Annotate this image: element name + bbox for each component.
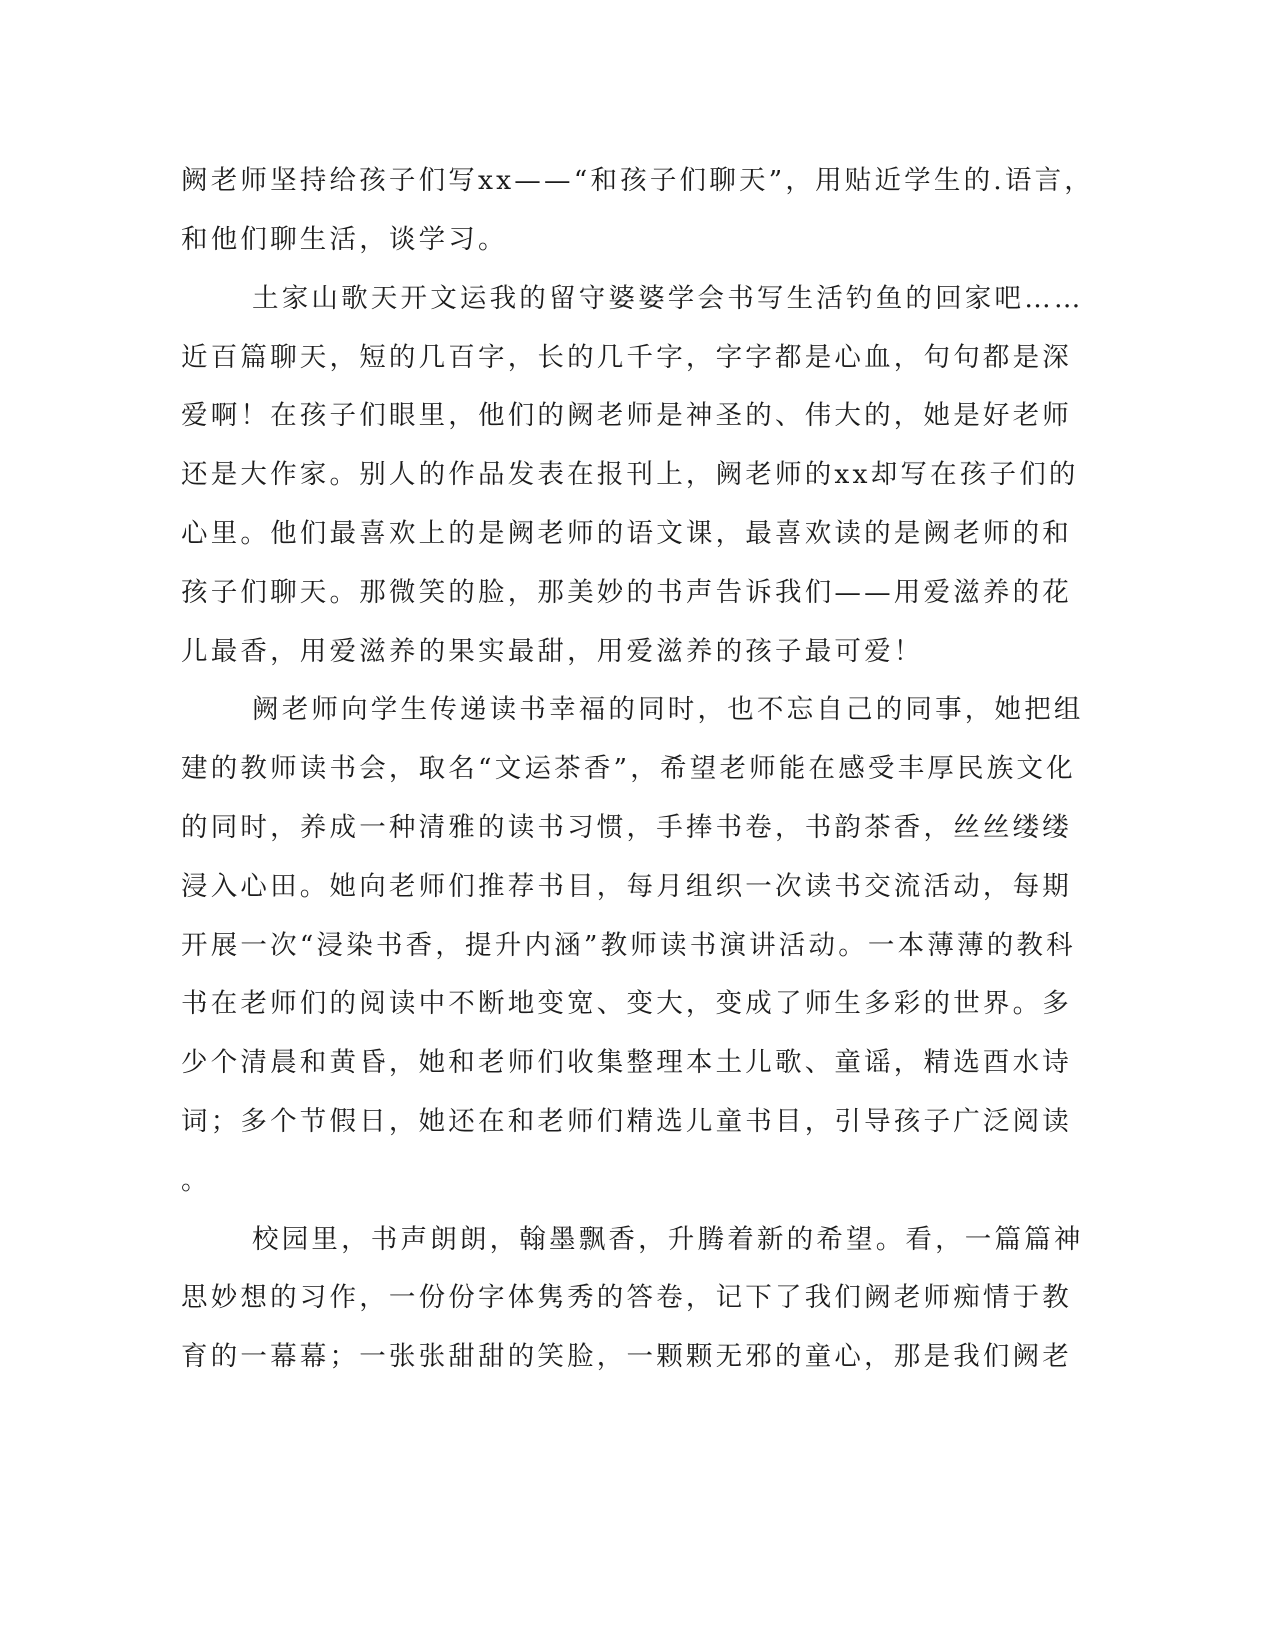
text-line-19: 校园里，书声朗朗，翰墨飘香，升腾着新的希望。看，一篇篇神 xyxy=(252,1224,1084,1255)
text-line-7: 心里。他们最喜欢上的是阙老师的语文课，最喜欢读的是阙老师的和 xyxy=(181,518,1072,549)
text-line-9: 儿最香，用爱滋养的果实最甜，用爱滋养的孩子最可爱！ xyxy=(181,636,924,667)
text-line-16: 少个清晨和黄昏，她和老师们收集整理本土儿歌、童谣，精选酉水诗 xyxy=(181,1047,1072,1078)
text-line-17: 词；多个节假日，她还在和老师们精选儿童书目，引导孩子广泛阅读 xyxy=(181,1106,1072,1137)
text-line-18: 。 xyxy=(181,1165,211,1196)
text-line-12: 的同时，养成一种清雅的读书习惯，手捧书卷，书韵茶香，丝丝缕缕 xyxy=(181,812,1072,843)
text-line-5: 爱啊！在孩子们眼里，他们的阙老师是神圣的、伟大的，她是好老师 xyxy=(181,400,1072,431)
text-line-21: 育的一幕幕；一张张甜甜的笑脸，一颗颗无邪的童心，那是我们阙老 xyxy=(181,1341,1072,1372)
text-line-2: 和他们聊生活，谈学习。 xyxy=(181,224,508,255)
text-line-11: 建的教师读书会，取名“文运茶香”，希望老师能在感受丰厚民族文化 xyxy=(181,753,1076,784)
text-line-1: 阙老师坚持给孩子们写xx——“和孩子们聊天”，用贴近学生的.语言， xyxy=(181,165,1095,196)
text-line-14: 开展一次“浸染书香，提升内涵”教师读书演讲活动。一本薄薄的教科 xyxy=(181,930,1076,961)
text-line-6: 还是大作家。别人的作品发表在报刊上，阙老师的xx却写在孩子们的 xyxy=(181,459,1079,490)
text-line-8: 孩子们聊天。那微笑的脸，那美妙的书声告诉我们——用爱滋养的花 xyxy=(181,577,1072,608)
text-line-15: 书在老师们的阅读中不断地变宽、变大，变成了师生多彩的世界。多 xyxy=(181,988,1072,1019)
text-line-20: 思妙想的习作，一份份字体隽秀的答卷，记下了我们阙老师痴情于教 xyxy=(181,1282,1072,1313)
text-line-3: 土家山歌天开文运我的留守婆婆学会书写生活钓鱼的回家吧…… xyxy=(252,283,1084,314)
text-line-13: 浸入心田。她向老师们推荐书目，每月组织一次读书交流活动，每期 xyxy=(181,871,1072,902)
text-line-10: 阙老师向学生传递读书幸福的同时，也不忘自己的同事，她把组 xyxy=(252,694,1084,725)
text-line-4: 近百篇聊天，短的几百字，长的几千字，字字都是心血，句句都是深 xyxy=(181,342,1072,373)
